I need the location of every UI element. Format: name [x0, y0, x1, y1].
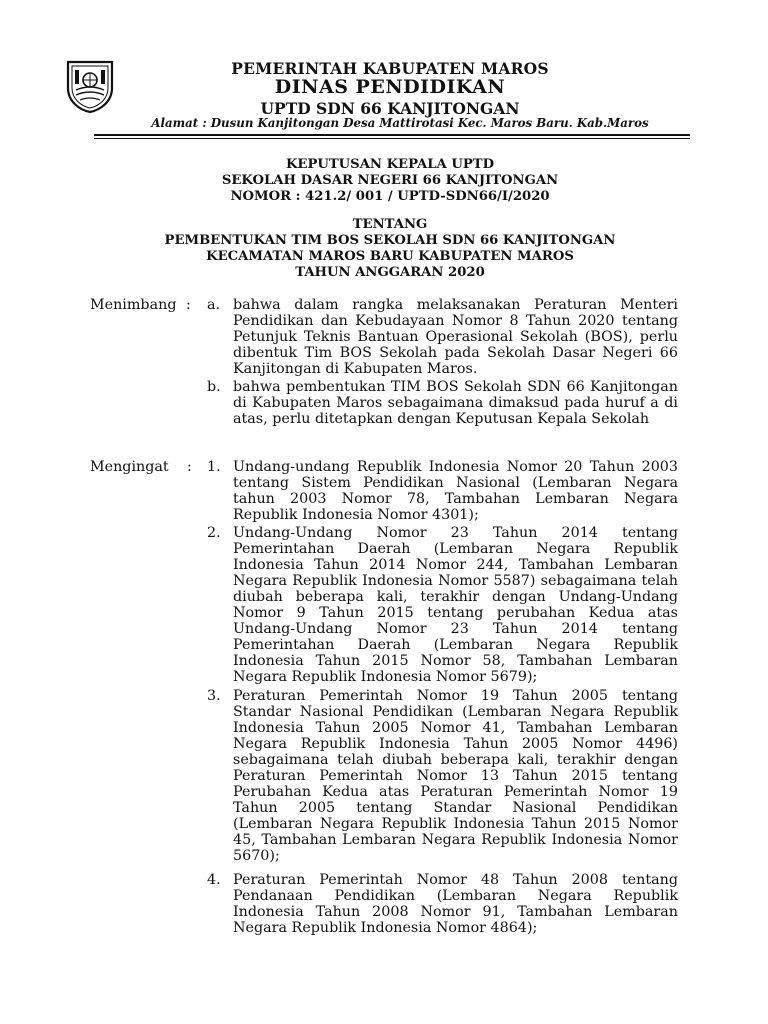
- letterhead-rule-thick: [94, 134, 690, 136]
- mengingat-colon: :: [187, 459, 192, 475]
- decree-number: NOMOR : 421.2/ 001 / UPTD-SDN66/I/2020: [230, 189, 550, 204]
- list-marker: a.: [207, 297, 221, 313]
- list-item-text: Peraturan Pemerintah Nomor 19 Tahun 2005 tentang Standar Nasional Pendidikan (Lembaran Negara Republik Indonesia Tahun 2005 Nomor 41, Tambahan Lembaran Negara Republik Indonesia Tahun 2005 Nomor 4496) sebagaimana telah diubah beberapa kali, terakhir dengan Peraturan Pemerintah Nomor 13 Tahun 2015 tentang Perubahan Kedua atas Peraturan Pemerintah Nomor 19 Tahun 2005 tentang Standar Nasional Pendidikan (Lembaran Negara Republik Indonesia Tahun 2015 Nomor 45, Tambahan Lembaran Negara Republik Indonesia Nomor 5670);: [233, 688, 678, 864]
- list-marker: 3.: [207, 688, 221, 704]
- subject-block: [100, 217, 680, 281]
- decree-title-line: SEKOLAH DASAR NEGERI 66 KANJITONGAN: [221, 173, 559, 188]
- decree-title-block: [100, 157, 680, 205]
- subject-line: TAHUN ANGGARAN 2020: [295, 265, 485, 280]
- list-marker: b.: [207, 379, 221, 395]
- letterhead-government: PEMERINTAH KABUPATEN MAROS: [231, 59, 549, 78]
- subject-heading: TENTANG: [352, 217, 428, 232]
- list-item-text: bahwa dalam rangka melaksanakan Peraturan Menteri Pendidikan dan Kebudayaan Nomor 8 Tahun 2020 tentang Petunjuk Teknis Bantuan Operasional Sekolah (BOS), perlu dibentuk Tim BOS Sekolah pada Sekolah Dasar Negeri 66 Kanjitongan di Kabupaten Maros.: [233, 297, 678, 377]
- list-marker: 4.: [207, 872, 221, 888]
- subject-line: PEMBENTUKAN TIM BOS SEKOLAH SDN 66 KANJITONGAN: [164, 233, 616, 248]
- list-marker: 1.: [207, 459, 221, 475]
- decree-title-line: KEPUTUSAN KEPALA UPTD: [285, 157, 495, 172]
- subject-line: KECAMATAN MAROS BARU KABUPATEN MAROS: [206, 249, 574, 264]
- regency-shield-emblem-icon: [62, 58, 118, 114]
- letterhead-agency: DINAS PENDIDIKAN: [274, 76, 506, 98]
- letterhead-address: Alamat : Dusun Kanjitongan Desa Mattirotasi Kec. Maros Baru. Kab.Maros: [151, 116, 649, 130]
- list-item-text: Peraturan Pemerintah Nomor 48 Tahun 2008 tentang Pendanaan Pendidikan (Lembaran Negara Republik Indonesia Tahun 2008 Nomor 91, Tambahan Lembaran Negara Republik Indonesia Nomor 4864);: [233, 872, 678, 936]
- list-item-text: Undang-Undang Nomor 23 Tahun 2014 tentang Pemerintahan Daerah (Lembaran Negara Republik Indonesia Tahun 2014 Nomor 244, Tambahan Lembaran Negara Republik Indonesia Nomor 5587) sebagaimana telah diubah beberapa kali, terakhir dengan Undang-Undang Nomor 9 Tahun 2015 tentang perubahan Kedua atas Undang-Undang Nomor 23 Tahun 2014 tentang Pemerintahan Daerah (Lembaran Negara Republik Indonesia Tahun 2015 Nomor 58, Tambahan Lembaran Negara Republik Indonesia Nomor 5679);: [233, 525, 678, 685]
- list-marker: 2.: [207, 525, 221, 541]
- list-item-text: bahwa pembentukan TIM BOS Sekolah SDN 66 Kanjitongan di Kabupaten Maros sebagaimana dimaksud pada huruf a di atas, perlu ditetapkan dengan Keputusan Kepala Sekolah: [233, 379, 678, 427]
- mengingat-label: Mengingat: [90, 459, 169, 475]
- menimbang-label: Menimbang: [90, 297, 177, 313]
- letterhead-school: UPTD SDN 66 KANJITONGAN: [260, 99, 520, 118]
- menimbang-colon: :: [186, 297, 191, 313]
- letterhead-rule-thin: [94, 138, 690, 139]
- list-item-text: Undang-undang Republik Indonesia Nomor 20 Tahun 2003 tentang Sistem Pendidikan Nasional (Lembaran Negara tahun 2003 Nomor 78, Tambahan Lembaran Negara Republik Indonesia Nomor 4301);: [233, 459, 678, 523]
